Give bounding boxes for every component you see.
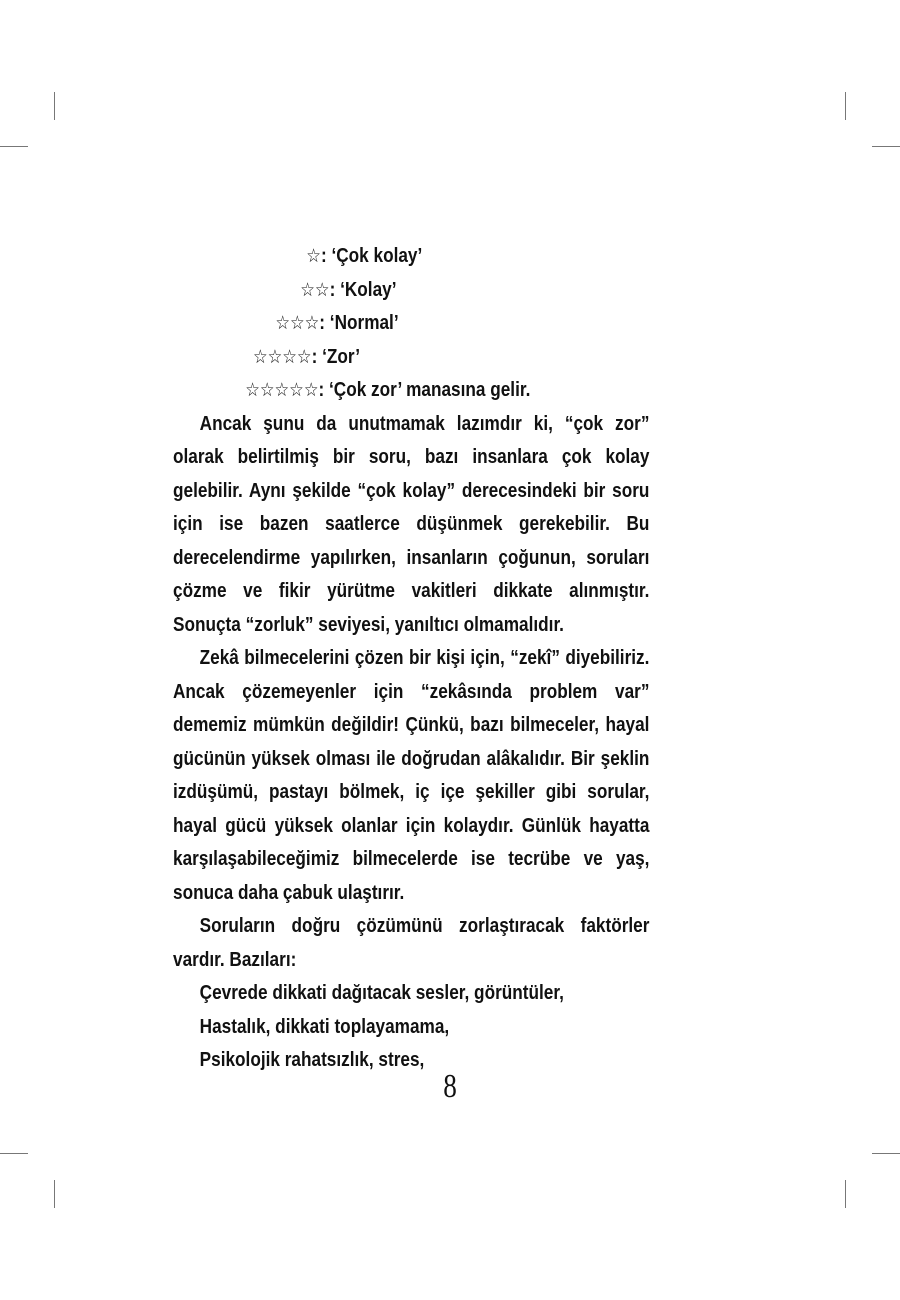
paragraph: Zekâ bilmecelerini çözen bir kişi için, “zekî” diyebiliriz. Ancak çözemeyenler için “zekâsında problem var” dememiz mümkün değildir! Çünkü, bazı bilmeceler, hayal gücünün yüksek olması ile doğrudan alâkalıdır. Bir şeklin izdüşümü, pastayı bölmek, iç içe şekiller gibi sorular, hayal gücü yüksek olanlar için kolaydır. Günlük hayatta karşılaşabileceğimiz bilmecelerde ise tecrübe ve yaş, sonuca daha çabuk ulaştırır. xyxy=(173,647,650,904)
star-icon: ☆☆ xyxy=(300,278,330,301)
star-icon: ☆ xyxy=(306,245,321,267)
star-icon: ☆☆☆ xyxy=(275,312,320,334)
page-body xyxy=(173,240,649,1078)
crop-mark xyxy=(0,1153,28,1154)
star-icon: ☆☆☆☆☆ xyxy=(245,379,319,401)
rating-label: : ‘Normal’ xyxy=(319,312,399,334)
rating-row xyxy=(173,274,649,308)
crop-mark xyxy=(54,92,55,120)
factor-list xyxy=(173,977,649,1078)
rating-row xyxy=(173,341,649,375)
crop-mark xyxy=(845,1180,846,1208)
list-item: Psikolojik rahatsızlık, stres, xyxy=(199,1049,425,1071)
list-item: Hastalık, dikkati toplayamama, xyxy=(199,1015,450,1038)
rating-label: : ‘Zor’ xyxy=(311,345,360,368)
crop-mark xyxy=(845,92,846,120)
rating-row xyxy=(173,240,649,274)
star-icon: ☆☆☆☆ xyxy=(252,345,312,368)
list-item: Çevrede dikkati dağıtacak sesler, görüntüler, xyxy=(199,982,564,1004)
crop-mark xyxy=(872,146,900,147)
rating-label: : ‘Çok zor’ manasına gelir. xyxy=(318,379,531,401)
paragraph: Soruların doğru çözümünü zorlaştıracak faktörler vardır. Bazıları: xyxy=(173,915,650,971)
crop-mark xyxy=(0,146,28,147)
difficulty-legend xyxy=(173,240,649,408)
paragraph: Ancak şunu da unutmamak lazımdır ki, “çok zor” olarak belirtilmiş bir soru, bazı insanlara çok kolay gelebilir. Aynı şekilde “çok kolay” derecesindeki bir soru için ise bazen saatlerce düşünmek gerekebilir. Bu derecelendirme yapılırken, insanların çoğunun, soruları çözme ve fikir yürütme vakitleri dikkate alınmıştır. Sonuçta “zorluk” seviyesi, yanıltıcı olmamalıdır. xyxy=(173,412,650,636)
page-number: 8 xyxy=(443,1068,457,1105)
rating-label: : ‘Çok kolay’ xyxy=(320,245,423,267)
rating-row xyxy=(173,374,649,408)
rating-label: : ‘Kolay’ xyxy=(329,278,397,301)
rating-row xyxy=(173,307,649,341)
crop-mark xyxy=(872,1153,900,1154)
crop-mark xyxy=(54,1180,55,1208)
